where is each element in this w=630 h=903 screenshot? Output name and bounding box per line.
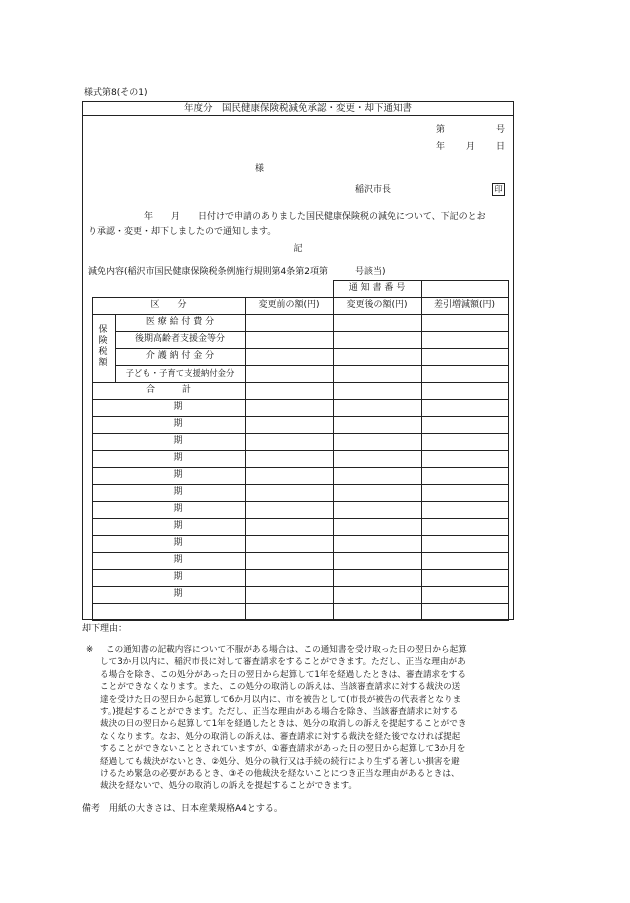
appeal-notice: [86, 644, 516, 793]
period-row-label: 期: [173, 521, 183, 531]
table-rule: [115, 348, 509, 349]
note-mark: ※: [86, 645, 94, 655]
table-rule: [92, 501, 509, 502]
table-rule: [92, 467, 509, 468]
table-rule: [333, 280, 334, 621]
table-rule: [92, 518, 509, 519]
table-rule: [92, 535, 509, 536]
number-prefix-label: 第: [436, 125, 446, 135]
table-rule: [92, 382, 509, 383]
form-number-label: 様式第8(その1): [84, 88, 148, 98]
note-line: ことができなくなります。また、この処分の取消しの訴えは、当該審査請求に対する裁決の送: [100, 682, 461, 693]
table-rule: [92, 450, 509, 451]
notice-body-line: 年 月 日付けで申請のありました国民健康保険税の減免について、下記のとお: [144, 212, 486, 222]
tax-row-label: 後期高齢者支援金等分: [134, 334, 225, 344]
title-divider: [82, 115, 514, 116]
seal-stamp: 印: [492, 183, 505, 196]
note-line: することができないこととされていますが、①審査請求があった日の翌日から起算して3か月を: [100, 744, 466, 755]
table-rule: [245, 297, 246, 621]
table-rule: [92, 586, 509, 587]
note-line: 裁決の日の翌日から起算して1年を経過したときは、処分の取消しの訴えを提起することができ: [100, 719, 467, 730]
issuer-mayor: 稲沢市長: [355, 185, 392, 195]
recipient-honorific: 様: [255, 164, 265, 174]
table-rule: [508, 280, 509, 621]
table-rule: [92, 416, 509, 417]
table-rule: [115, 365, 509, 366]
tax-row-label: 子ども・子育て支援納付金分: [125, 368, 235, 378]
paper-size-remark: 備考 用紙の大きさは、日本産業規格A4とする。: [82, 804, 283, 814]
table-rule: [92, 399, 509, 400]
date-month-label: 月: [466, 142, 476, 152]
before-amount-header: 変更前の額(円): [258, 300, 320, 310]
note-line: 経過しても裁決がないとき、②処分、処分の執行又は手続の続行により生ずる著しい損害を避: [100, 756, 460, 767]
ki-heading: 記: [293, 244, 303, 254]
total-row-label: 合 計: [145, 385, 191, 395]
period-row-label: 期: [173, 538, 183, 548]
table-rule: [92, 552, 509, 553]
table-rule: [92, 569, 509, 570]
table-rule: [92, 297, 509, 298]
period-row-label: 期: [173, 436, 183, 446]
note-line: る場合を除き、この処分があった日の翌日から起算して1年を経過したときは、審査請求をする: [100, 669, 466, 680]
note-line: す。)提起することができます。ただし、正当な理由がある場合を除き、当該審査請求に対する: [100, 707, 459, 718]
note-line: なくなります。なお、処分の取消しの訴えは、審査請求に対する裁決を経た後でなければ提起: [100, 731, 461, 742]
table-rule: [92, 314, 509, 315]
insurance-tax-vertical-label: 保険税額: [98, 325, 108, 368]
notice-number-header: 通 知 書 番 号: [348, 283, 406, 293]
period-row-label: 期: [173, 555, 183, 565]
table-rule: [92, 620, 509, 621]
period-row-label: 期: [173, 572, 183, 582]
notice-body-line: り承認・変更・却下しましたので通知します。: [88, 227, 277, 237]
table-rule: [92, 484, 509, 485]
table-rule: [92, 603, 509, 604]
table-rule: [92, 297, 93, 621]
category-header: 区 分: [150, 300, 187, 310]
table-rule: [115, 331, 509, 332]
refusal-reason-label: 却下理由：: [82, 624, 128, 634]
document-title: 年度分 国民健康保険税減免承認・変更・却下通知書: [183, 103, 412, 114]
table-rule: [421, 280, 422, 621]
period-row-label: 期: [173, 402, 183, 412]
note-line: けるため緊急の必要があるとき、③その他裁決を経ないことにつき正当な理由があるときは、: [100, 769, 460, 780]
table-rule: [92, 433, 509, 434]
date-year-label: 年: [436, 142, 446, 152]
period-row-label: 期: [173, 419, 183, 429]
note-line: して3か月以内に、稲沢市長に対して審査請求をすることができます。ただし、正当な理由があ: [100, 657, 466, 668]
date-day-label: 日: [496, 142, 506, 152]
period-row-label: 期: [173, 470, 183, 480]
note-line: 達を受けた日の翌日から起算して6か月以内に、市を被告として(市長が被告の代表者となりま: [100, 694, 462, 705]
reduction-content-label: 減免内容(稲沢市国民健康保険税条例施行規則第4条第2項第 号該当): [88, 267, 386, 277]
number-suffix-label: 号: [496, 125, 506, 135]
notice-body: [88, 210, 508, 240]
tax-row-label: 医 療 給 付 費 分: [145, 317, 215, 327]
difference-header: 差引増減額(円): [433, 300, 496, 310]
note-line: 裁決を経ないで、処分の取消しの訴えを提起することができます。: [100, 781, 357, 792]
tax-row-label: 介 護 納 付 金 分: [145, 351, 215, 361]
period-row-label: 期: [173, 453, 183, 463]
period-row-label: 期: [173, 589, 183, 599]
after-amount-header: 変更後の額(円): [346, 300, 408, 310]
note-line: この通知書の記載内容について不服がある場合は、この通知書を受け取った日の翌日から起算: [106, 645, 467, 655]
period-row-label: 期: [173, 504, 183, 514]
period-row-label: 期: [173, 487, 183, 497]
